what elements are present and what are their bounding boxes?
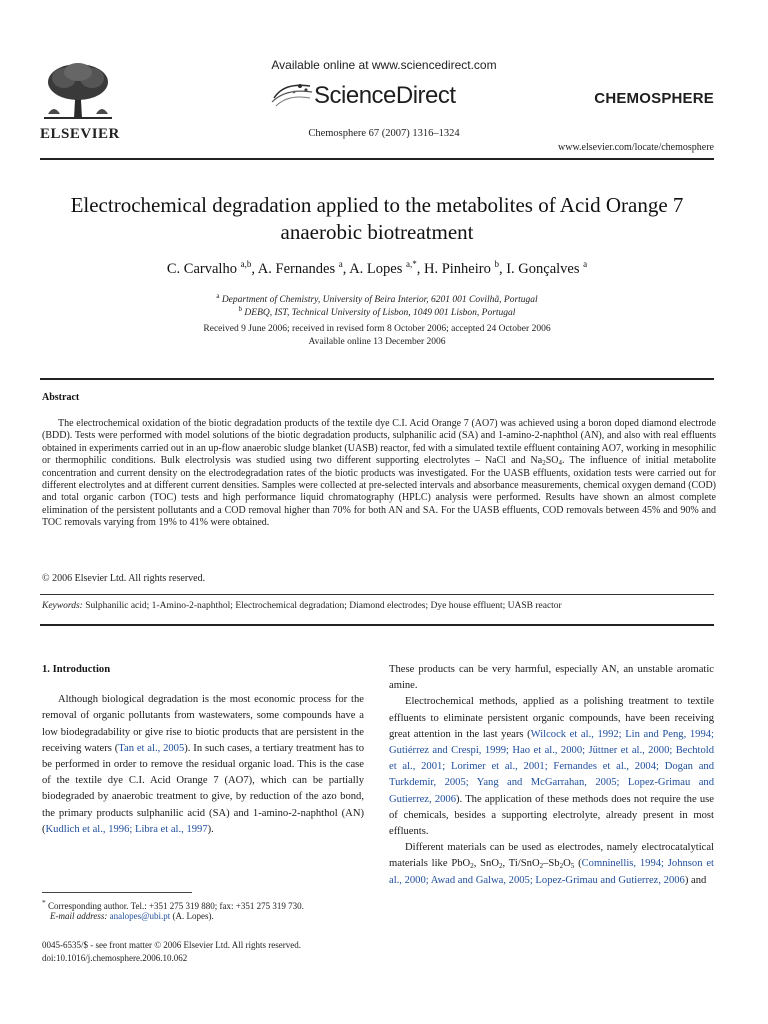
keywords-text: Sulphanilic acid; 1-Amino-2-naphthol; Electrochemical degradation; Diamond electrodes; Dye house effluent; UASB reactor	[82, 601, 562, 611]
intro-paragraph	[42, 692, 364, 838]
author-affiliation-mark: a,b	[240, 259, 252, 269]
issn-line: 0045-6535/$ - see front matter © 2006 Elsevier Ltd. All rights reserved.	[42, 940, 302, 950]
available-date: Available online 13 December 2006	[308, 337, 446, 347]
paragraph-text: O	[563, 858, 571, 870]
paragraph-text: ). In such cases, a tertiary treatment has to be performed in order to remove the residual organic load. This is the case of the textile dye C.I. Acid Orange 7 (AO7), which can be partially biodegraded by anaerobic treatment to give, by reduction of the azo bond, the primary products sulphanilic acid (SA) and 1-amino-2-naphthol (AN) (	[42, 742, 365, 835]
affiliation-text: DEBQ, IST, Technical University of Lisbon, 1049 001 Lisbon, Portugal	[244, 308, 516, 319]
affiliation	[40, 292, 714, 305]
affiliation-text: Department of Chemistry, University of Beira Interior, 6201 001 Covilhã, Portugal	[221, 295, 538, 306]
paragraph-text: –Sb	[543, 858, 560, 870]
paragraph-text: (	[574, 858, 582, 870]
sciencedirect-brand: ScienceDirect	[314, 82, 456, 109]
available-online-text: Available online at www.sciencedirect.com	[271, 58, 497, 72]
author-name: A. Fernandes	[257, 260, 336, 277]
email-note	[42, 910, 380, 922]
paragraph-text: Electrochemical methods, applied as a polishing treatment to textile effluents to eliminate persistent organic compounds, have been receiving great attention in the last years (	[389, 696, 714, 740]
abstract-copyright: © 2006 Elsevier Ltd. All rights reserved.	[42, 573, 206, 584]
paragraph-text: ).	[207, 823, 214, 835]
paragraph-text: Different materials can be used as electrodes, namely electrocatalytical materials like PbO	[389, 842, 714, 870]
keywords-label: Keywords:	[42, 601, 83, 611]
abstract-subscript: 2	[542, 459, 546, 468]
email-link[interactable]: analopes@ubi.pt	[109, 911, 171, 921]
chemical-subscript: 2	[539, 862, 544, 871]
paragraph-text: Although biological degradation is the most economic process for the removal of organic pollutants from wastewaters, some compounds have a low biodegradability or give rise to biotic products that are persistent in the receiving waters (	[42, 694, 364, 754]
footnote-rule	[42, 892, 192, 893]
doi-line: doi:10.1016/j.chemosphere.2006.10.062	[42, 953, 188, 963]
header-divider	[40, 158, 714, 160]
keywords-top-rule	[40, 594, 714, 595]
journal-citation: Chemosphere 67 (2007) 1316–1324	[308, 128, 460, 139]
abstract-text-part: . The influence of initial metabolite concentration and current density on the electrodegradation rates of the biotic products was investigated. For the UASB effluents, oxidation tests were carried out for different electrolytes and at different current densities. Samples were collected at pre-selected intervals and absorbance measurements, chemical oxygen demand (COD) and total organic carbon (TOC) tests and high performance liquid chromatography (HPLC) analysis were performed. Results have shown an almost complete elimination of the persistent pollutants and a COD removal higher than 70% for both AN and SA. For the UASB effluents, COD removals between 45% and 90% and TOC removals varying from 19% to 41% were obtained.	[42, 455, 716, 529]
right-column	[389, 662, 714, 889]
email-label: E-mail address:	[50, 911, 108, 921]
paragraph-text: , SnO	[473, 858, 499, 870]
author-affiliation-mark: a	[583, 259, 588, 269]
author-affiliation-mark: a	[338, 259, 343, 269]
author-affiliation-mark: a,*	[405, 259, 417, 269]
affiliation	[40, 305, 714, 318]
citation-link[interactable]: Wilcock et al., 1992; Lin and Peng, 1994; Gutiérrez and Crespi, 1999; Hao et al., 2000; Jüttner et al., 2000; Bechtold et al., 2001; Lorimer et al., 2001; Fernandes et al., 2004; Dogan and Turkdemir, 2005; Yang and McGarrahan, 2005; Lopez-Grimau and Gutierrez, 2006	[389, 728, 714, 805]
abstract-top-rule	[40, 378, 714, 380]
paragraph-text: ) and	[684, 874, 707, 886]
keywords	[42, 601, 716, 611]
author-name: C. Carvalho	[166, 260, 237, 277]
citation-link[interactable]: Comninellis, 1994; Johnson et al., 2000; Awad and Galwa, 2005; Lopez-Grimau and Gutierrez, 2006	[389, 858, 714, 886]
abstract-text-part: SO	[545, 455, 559, 467]
author-affiliation-mark: b	[494, 259, 499, 269]
citation-link[interactable]: Tan et al., 2005	[118, 742, 185, 754]
intro-paragraph	[389, 694, 714, 840]
publisher-name: ELSEVIER	[40, 126, 120, 142]
keywords-bottom-rule	[40, 624, 714, 626]
email-suffix: (A. Lopes).	[170, 911, 214, 921]
footnote-text: Corresponding author. Tel.: +351 275 319 880; fax: +351 275 319 730.	[48, 901, 304, 911]
chemical-subscript: 2	[470, 862, 474, 871]
sciencedirect-swoosh-icon	[270, 80, 314, 108]
paragraph-text: ). The application of these methods does not require the use of chemicals, besides a supporting electrolyte, already present in most effluents.	[389, 793, 714, 838]
footnote-mark: *	[42, 898, 46, 907]
paragraph-text: , Ti/SnO	[502, 858, 540, 870]
abstract-text-part: The electrochemical oxidation of the biotic degradation products of the textile dye C.I. Acid Orange 7 (AO7) was achieved using a boron doped diamond electrode (BDD). Tests were performed with model solutions of the biotic degradation products, sulphanilic acid (SA) and 1-amino-2-naphthol (AN), and also with real effluents obtained in experiments carried out in an up-flow anaerobic sludge blanket (UASB) reactor, fed with a simulated textile effluent containing AO7, working in mesophilic or thermophilic conditions. Bulk electrolysis was studied using two different supporting electrolytes – NaCl and Na	[42, 418, 716, 467]
affiliation-mark: a	[216, 292, 220, 300]
author-name: A. Lopes	[349, 260, 403, 277]
citation-link[interactable]: Kudlich et al., 1996; Libra et al., 1997	[45, 823, 208, 835]
affiliation-mark: b	[238, 305, 243, 313]
chemical-subscript: 2	[499, 862, 503, 871]
journal-name: CHEMOSPHERE	[594, 90, 714, 107]
abstract-heading: Abstract	[42, 392, 80, 403]
intro-paragraph: These products can be very harmful, especially AN, an unstable aromatic amine.	[389, 664, 714, 692]
section-heading: 1. Introduction	[42, 664, 111, 675]
journal-url-link[interactable]: www.elsevier.com/locate/chemosphere	[558, 142, 714, 153]
left-column	[42, 662, 364, 838]
author-list: C. Carvalho $^{a,b}$, A. Fernandes $^a$, A. Lopes $^{a,*}$, H. Pinheiro $^b$, I. Gonçalves $^a$	[166, 259, 588, 277]
chemical-subscript: 5	[570, 862, 575, 871]
author-name: H. Pinheiro	[423, 260, 491, 277]
received-dates: Received 9 June 2006; received in revised form 8 October 2006; accepted 24 October 2006	[203, 324, 551, 334]
intro-paragraph	[389, 840, 714, 889]
chemical-subscript: 2	[559, 862, 564, 871]
article-title: Electrochemical degradation applied to the metabolites of Acid Orange 7 anaerobic biotreatment	[70, 193, 684, 244]
abstract-subscript: 4	[558, 459, 562, 468]
author-name: I. Gonçalves	[506, 260, 580, 277]
abstract-text	[42, 418, 716, 530]
